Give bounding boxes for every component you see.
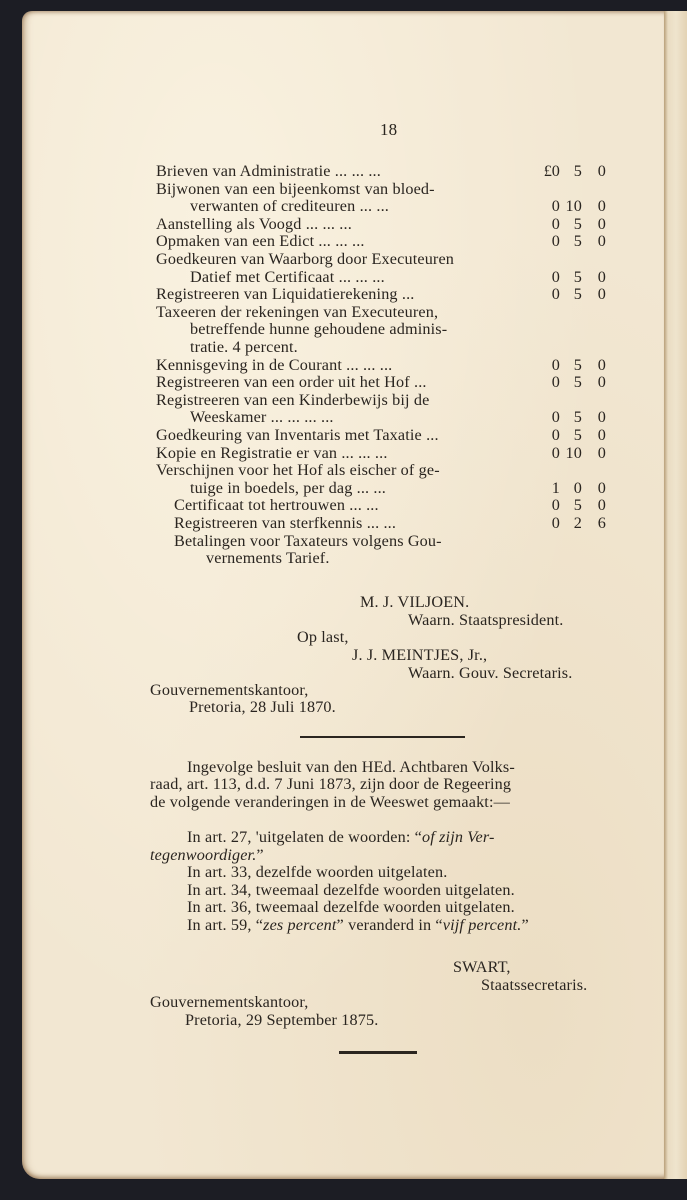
tariff-row (156, 391, 626, 409)
amount-pence: 0 (597, 443, 606, 462)
tariff-row (156, 532, 626, 550)
amount-pounds: 0 (551, 197, 560, 216)
amount-pence: 0 (597, 373, 606, 392)
tariff-row (156, 514, 626, 532)
office-name-1875: Gouvernementskantoor, (150, 993, 309, 1011)
amount-shillings: 5 (573, 267, 582, 286)
tariff-item-label: Registreeren van sterfkennis ... ... (174, 514, 397, 532)
amount-shillings: 5 (573, 373, 582, 392)
amendment-intro-line-2: raad, art. 113, d.d. 7 Juni 1873, zijn door de Regeering (150, 775, 512, 793)
place-date-1875: Pretoria, 29 September 1875. (185, 1011, 379, 1029)
signer-name: M. J. VILJOEN. (360, 593, 470, 611)
tariff-row (156, 338, 626, 356)
tariff-row (156, 426, 626, 444)
tariff-item-label: Datief met Certificaat ... ... ... (190, 267, 385, 286)
amount-pounds: 0 (551, 514, 560, 532)
tariff-row (156, 268, 626, 286)
signer-name-1875: SWART, (453, 958, 511, 976)
tariff-row (156, 479, 626, 497)
amendment-art-27: In art. 27, 'uitgelaten de woorden: “of zijn Ver- (187, 828, 495, 846)
amount-pounds: 0 (551, 214, 560, 233)
by-order-label: Op last, (297, 628, 349, 646)
amount-shillings: 5 (573, 426, 582, 444)
tariff-item-label: Betalingen voor Taxateurs volgens Gou- (174, 531, 442, 550)
amount-pounds: 0 (551, 408, 560, 427)
amount-pence: 0 (597, 197, 606, 216)
amount-shillings: 10 (565, 197, 582, 216)
amount-pence: 0 (597, 162, 606, 180)
amount-pounds: 0 (551, 443, 560, 462)
place-date: Pretoria, 28 Juli 1870. (189, 698, 336, 716)
amount-pounds: 0 (551, 426, 560, 444)
amount-pence: 0 (597, 478, 606, 497)
tariff-item-label: tratie. 4 percent. (190, 338, 298, 356)
amendment-intro-line-1: Ingevolge besluit van den HEd. Achtbaren Volks- (187, 758, 515, 776)
tariff-row (156, 496, 626, 514)
tariff-item-label: Aanstelling als Voogd ... ... ... (156, 214, 352, 233)
amount-pounds: 0 (551, 267, 560, 286)
amount-pence: 0 (597, 496, 606, 515)
amount-shillings: 5 (573, 355, 582, 374)
tariff-item-label: Certificaat tot hertrouwen ... ... (174, 496, 379, 515)
amount-pounds: 0 (551, 232, 560, 251)
amendment-art-34: In art. 34, tweemaal dezelfde woorden uitgelaten. (187, 881, 515, 899)
tariff-item-label: Taxeeren der rekeningen van Executeuren, (156, 302, 439, 321)
cosigner-name: J. J. MEINTJES, Jr., (352, 646, 488, 664)
amount-pence: 0 (597, 408, 606, 427)
amount-pence: 0 (597, 355, 606, 374)
tariff-row (156, 180, 626, 198)
tariff-row (156, 303, 626, 321)
amendment-art-27-cont: tegenwoordiger.” (150, 846, 264, 864)
amendment-art-36: In art. 36, tweemaal dezelfde woorden uitgelaten. (187, 898, 515, 916)
tariff-row (156, 408, 626, 426)
amount-pounds: 0 (551, 285, 560, 304)
amount-pounds: 0 (551, 373, 560, 392)
tariff-row (156, 285, 626, 303)
tariff-item-label: Kopie en Registratie er van ... ... ... (156, 443, 388, 462)
amount-pence: 0 (597, 285, 606, 304)
section-divider (300, 736, 465, 738)
amount-shillings: 5 (573, 232, 582, 251)
amendment-art-59: In art. 59, “zes percent” veranderd in “vijf percent.” (187, 916, 529, 934)
amendment-art-33: In art. 33, dezelfde woorden uitgelaten. (187, 863, 448, 881)
tariff-row (156, 320, 626, 338)
signer-title: Waarn. Staatspresident. (408, 611, 564, 629)
tariff-row (156, 373, 626, 391)
amount-shillings: 5 (573, 408, 582, 427)
tariff-row (156, 250, 626, 268)
amount-pence: 0 (597, 214, 606, 233)
tariff-row (156, 162, 626, 180)
amount-shillings: 10 (565, 443, 582, 462)
amount-pence: 6 (597, 514, 606, 532)
tariff-item-label: Brieven van Administratie ... ... ... (156, 162, 381, 180)
amount-pence: 0 (597, 232, 606, 251)
signer-title-1875: Staatssecretaris. (481, 976, 588, 994)
closing-rule (339, 1051, 417, 1054)
amount-pence: 0 (597, 267, 606, 286)
cosigner-title: Waarn. Gouv. Secretaris. (408, 664, 573, 682)
tariff-item-label: Goedkeuring van Inventaris met Taxatie ... (156, 426, 439, 444)
tariff-row (156, 549, 626, 567)
amount-shillings: 2 (573, 514, 582, 532)
page-number: 18 (380, 120, 398, 139)
tariff-row (156, 215, 626, 233)
tariff-item-label: vernements Tarief. (206, 549, 330, 568)
tariff-item-label: Registreeren van Liquidatierekening ... (156, 285, 415, 304)
tariff-item-label: Registreeren van een Kinderbewijs bij de (156, 390, 430, 409)
tariff-row (156, 356, 626, 374)
office-name: Gouvernementskantoor, (150, 681, 309, 699)
tariff-item-label: Registreeren van een order uit het Hof ... (156, 373, 427, 392)
tariff-item-label: Verschijnen voor het Hof als eischer of ge- (156, 461, 440, 480)
tariff-row (156, 444, 626, 462)
amount-shillings: 5 (573, 214, 582, 233)
tariff-row (156, 232, 626, 250)
amount-pence: 0 (597, 426, 606, 444)
tariff-row (156, 197, 626, 215)
tariff-item-label: Goedkeuren van Waarborg door Executeuren (156, 250, 455, 268)
amount-pounds: 0 (551, 162, 560, 180)
tariff-item-label: verwanten of crediteuren ... ... (190, 197, 389, 216)
amount-pounds: 0 (551, 355, 560, 374)
currency-symbol: £ (543, 162, 552, 180)
tariff-item-label: Weeskamer ... ... ... ... (190, 408, 334, 427)
amount-pounds: 1 (551, 478, 560, 497)
tariff-item-label: Kennisgeving in de Courant ... ... ... (156, 355, 393, 374)
amendment-intro-line-3: de volgende veranderingen in de Weeswet gemaakt:— (150, 793, 510, 811)
amount-shillings: 5 (573, 162, 582, 180)
tariff-row (156, 461, 626, 479)
tariff-item-label: tuige in boedels, per dag ... ... (190, 478, 387, 497)
amount-pounds: 0 (551, 496, 560, 515)
amount-shillings: 5 (573, 496, 582, 515)
amount-shillings: 5 (573, 285, 582, 304)
tariff-item-label: betreffende hunne gehoudene adminis- (190, 320, 448, 339)
page-gutter-edge (664, 11, 687, 1179)
tariff-item-label: Opmaken van een Edict ... ... ... (156, 232, 365, 251)
amount-shillings: 0 (573, 478, 582, 497)
tariff-item-label: Bijwonen van een bijeenkomst van bloed- (156, 179, 435, 198)
